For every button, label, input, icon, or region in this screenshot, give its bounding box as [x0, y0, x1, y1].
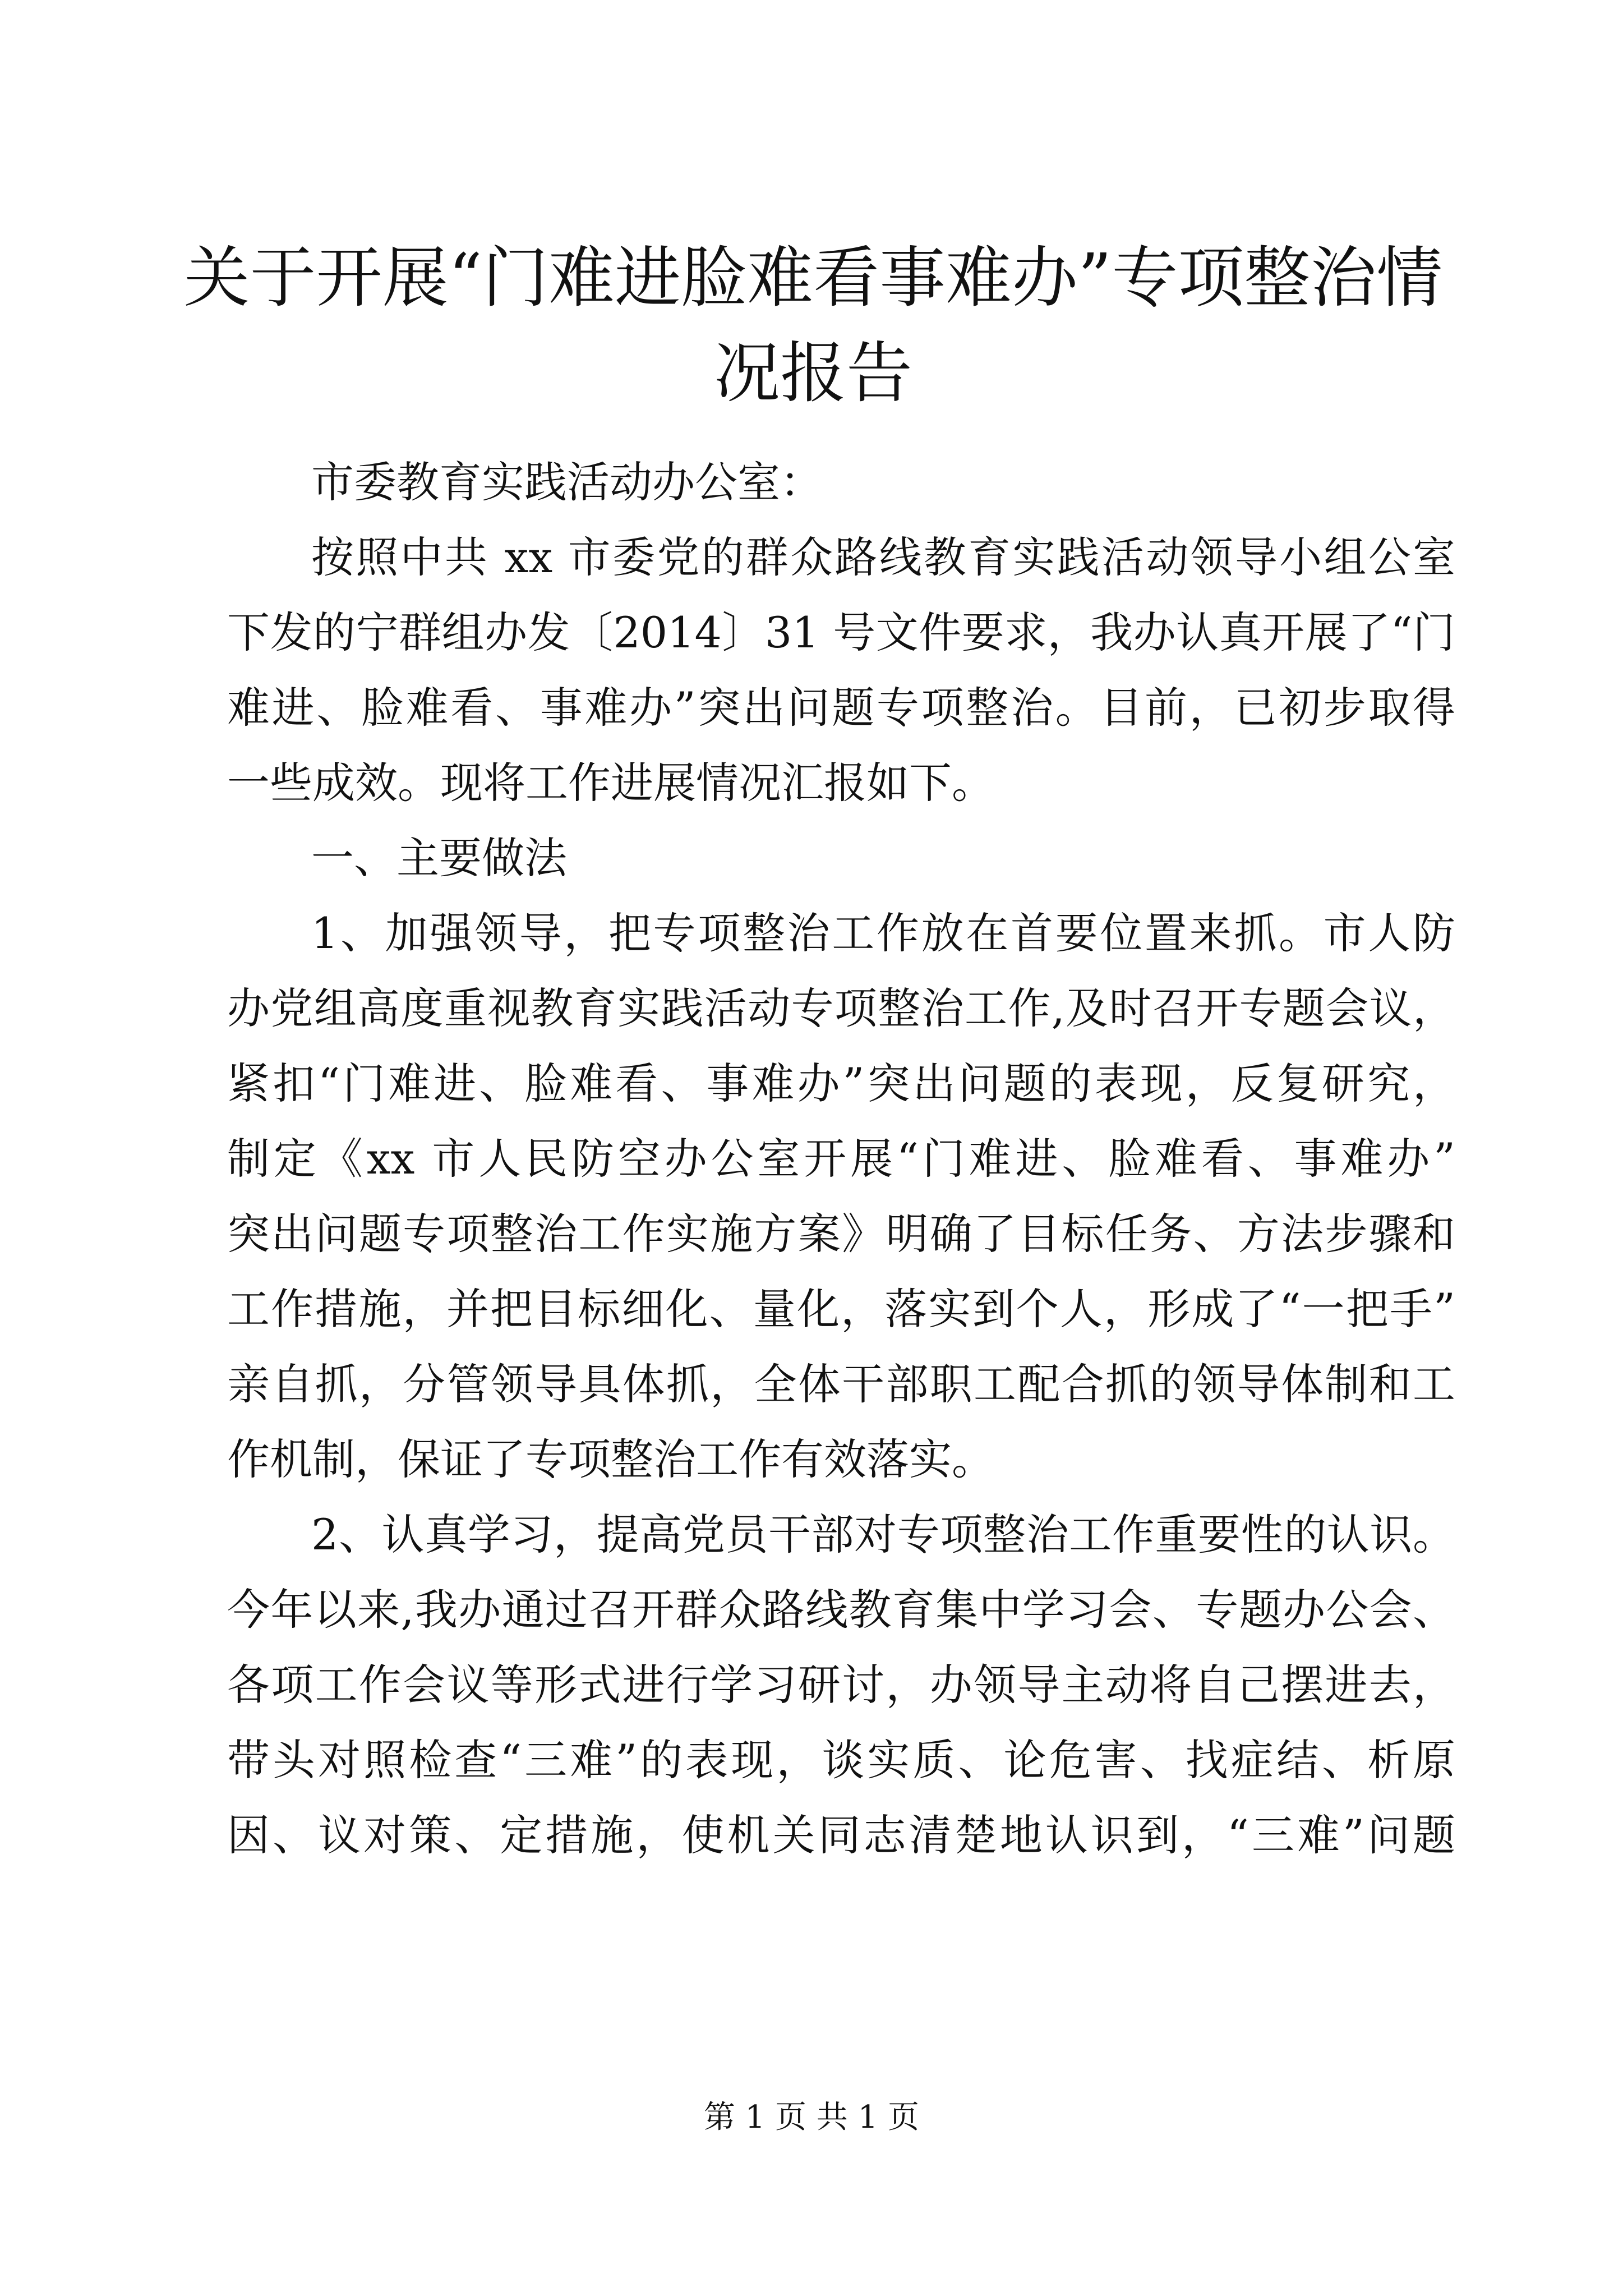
- body-line: 亲自抓，分管领导具体抓，全体干部职工配合抓的领导体制和工: [227, 1359, 1455, 1409]
- body-line: 难进、脸难看、事难办”突出问题专项整治。目前，已初步取得: [227, 683, 1455, 733]
- body-line: 今年以来,我办通过召开群众路线教育集中学习会、专题办公会、: [227, 1585, 1455, 1635]
- salutation: 市委教育实践活动办公室：: [311, 457, 823, 507]
- title-line: 况报告: [713, 334, 912, 412]
- document-body: [227, 457, 1455, 1888]
- body-line: 各项工作会议等形式进行学习研讨，办领导主动将自己摆进去，: [227, 1660, 1455, 1710]
- body-line: 制定《xx 市人民防空办公室开展“门难进、脸难看、事难办”: [227, 1134, 1455, 1184]
- body-line: 下发的宁群组办发〔2014〕31 号文件要求，我办认真开展了“门: [227, 608, 1455, 657]
- body-line: 紧扣“门难进、脸难看、事难办”突出问题的表现，反复研究，: [227, 1059, 1455, 1108]
- body-line: 突出问题专项整治工作实施方案》明确了目标任务、方法步骤和: [227, 1209, 1455, 1259]
- page-footer: 第 1 页 共 1 页: [703, 2099, 920, 2136]
- document-title: [168, 230, 1458, 421]
- body-line: 一些成效。现将工作进展情况汇报如下。: [227, 758, 994, 808]
- body-line: 按照中共 xx 市委党的群众路线教育实践活动领导小组公室: [311, 532, 1455, 582]
- body-line: 带头对照检查“三难”的表现，谈实质、论危害、找症结、析原: [227, 1735, 1455, 1785]
- body-line: 工作措施，并把目标细化、量化，落实到个人，形成了“一把手”: [227, 1284, 1455, 1334]
- body-line: 2、认真学习，提高党员干部对专项整治工作重要性的认识。: [311, 1510, 1455, 1559]
- body-line: 作机制，保证了专项整治工作有效落实。: [227, 1434, 994, 1484]
- body-line: 办党组高度重视教育实践活动专项整治工作,及时召开专题会议，: [227, 983, 1455, 1033]
- section-heading: 一、主要做法: [311, 833, 567, 883]
- body-line: 因、议对策、定措施，使机关同志清楚地认识到，“三难”问题: [227, 1810, 1455, 1860]
- body-line: 1、加强领导，把专项整治工作放在首要位置来抓。市人防: [311, 908, 1455, 958]
- title-line: 关于开展“门难进脸难看事难办”专项整治情: [183, 239, 1443, 316]
